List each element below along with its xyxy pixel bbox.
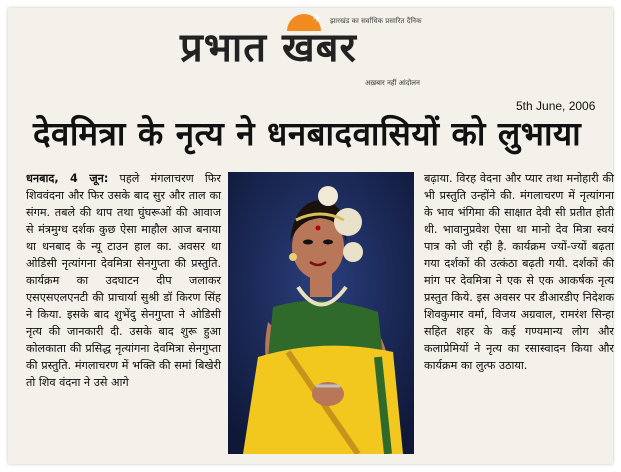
date-note: 5th June, 2006 xyxy=(516,99,596,113)
article-column-left xyxy=(26,170,221,391)
masthead-tagline: झारखंड का सर्वाधिक प्रसारित दैनिक xyxy=(330,17,422,25)
article-column-right: बढ़ाया. विरह वेदना और प्यार तथा मनोहारी की भी प्रस्तुति उन्होंने की. मंगलाचरण में नृत्यांगना के भाव भंगिमा की साक्षात देवी सी प्रतीत होती थी. भावानुप्रवेश ऐसा था मानो देव मित्रा स्वयं पात्र को जी रही है. कार्यक्रम ज्यों-ज्यों बढ़ता गया दर्शकों की उत्कंठा बढ़ती गयी. दर्शकों की मांग पर देवमित्रा ने एक से एक आकर्षक नृत्य प्रस्तुत किये. इस अवसर पर डीआरडीए निदेशक शिवकुमार वर्मा, विजय अग्रवाल, रामरंश सिन्हा सहित शहर के कई गण्यमान्य लोग और कलाप्रेमियों ने नृत्य का रसास्वादन किया और कार्यक्रम का लुत्फ उठाया. xyxy=(424,172,614,372)
dancer-photo xyxy=(228,172,414,454)
bird-logo-icon: ✈ xyxy=(313,14,322,25)
dancer-illustration xyxy=(228,172,414,454)
article-dateline: धनबाद, 4 जून: xyxy=(26,172,109,185)
masthead-subtagline: अख़बार नहीं आंदोलन xyxy=(365,79,420,87)
newspaper-masthead: प्रभात खबर xyxy=(180,25,357,71)
article-headline: देवमित्रा के नृत्य ने धनबादवासियों को लुभाया xyxy=(33,114,582,153)
article-left-text: पहले मंगलाचरण फिर शिववंदना और फिर उसके बाद सुर और ताल का संगम. तबले की थाप तथा घुंघरूओं की आवाज से मंत्रमुग्ध दर्शक कुछ ऐसा माहौल आज बनाया था धनबाद के न्यू टाउन हाल का. अवसर था ओडिसी नृत्यांगना देवमित्रा सेनगुप्ता की प्रस्तुति. कार्यक्रम का उदघाटन दीप जलाकर एसएसएलएनटी की प्राचार्या सुश्री डॉ किरण सिंह ने किया. इसके बाद शुभेंदु सेनगुप्ता ने ओडिसी नृत्य की जानकारी दी. उसके बाद शुरू हुआ कोलकाता की प्रसिद्ध नृत्यांगना देवमित्रा सेनगुप्ता की प्रस्तुति. मंगलाचरण में भक्ति की समां बिखेरी तो शिव वंदना ने उसे आगे xyxy=(26,172,221,389)
